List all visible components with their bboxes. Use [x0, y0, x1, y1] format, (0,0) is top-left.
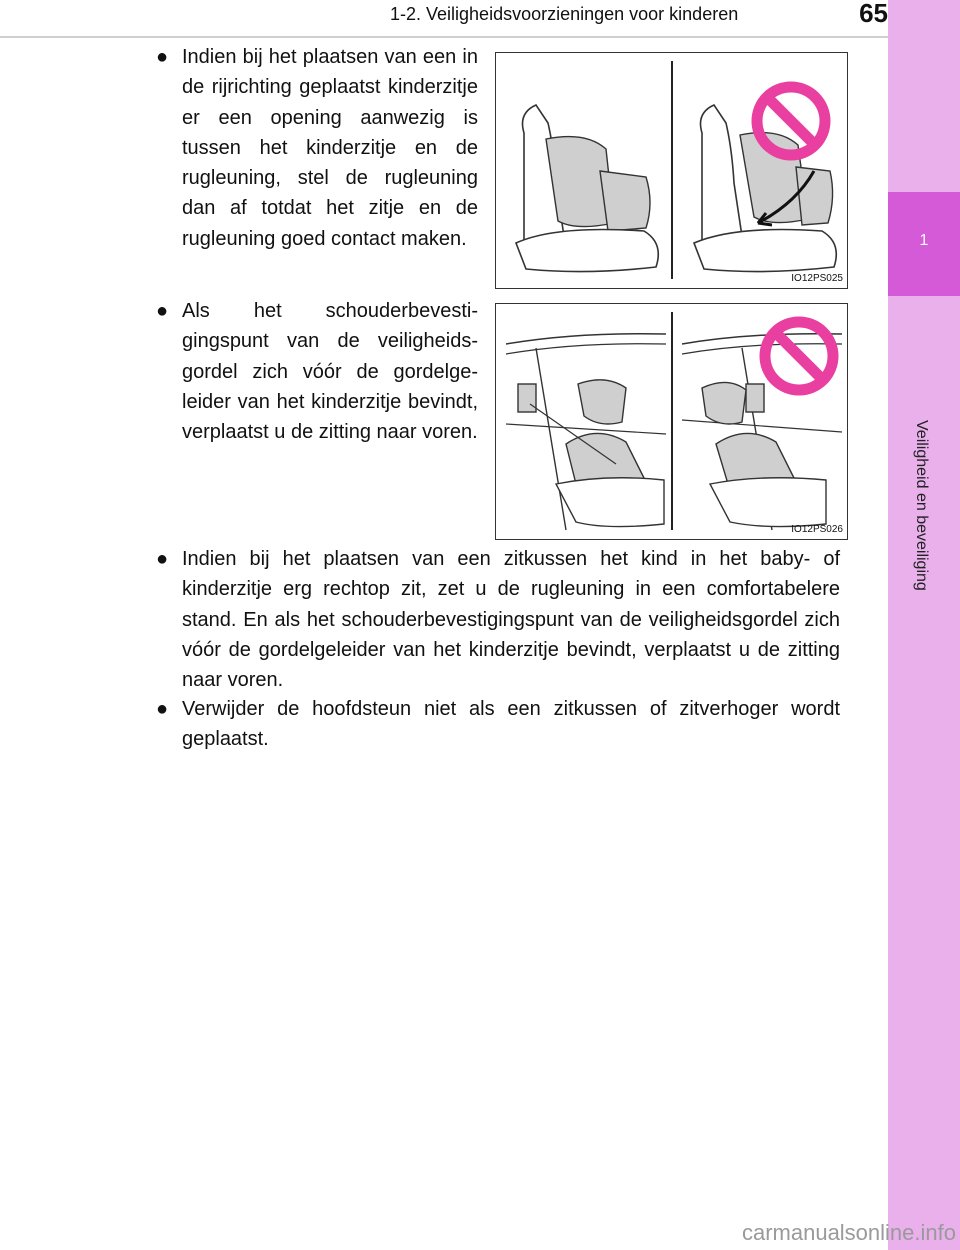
- bullet-text: Verwijder de hoofdsteun niet als een zitkussen of zitverhoger wordt geplaatst.: [182, 698, 840, 751]
- header-rule: [0, 36, 888, 38]
- figure-label: IO12PS025: [791, 273, 843, 284]
- chapter-number: 1: [919, 232, 929, 249]
- bullet-item: [156, 42, 478, 254]
- figure-seatbelt-guide: [495, 303, 848, 540]
- bullet-dot: ●: [156, 46, 169, 68]
- bullet-dot: ●: [156, 698, 169, 720]
- bullet-dot: ●: [156, 548, 169, 570]
- page-number: 65: [859, 0, 888, 28]
- bullet-text: Indien bij het plaatsen van een zitkussen het kind in het baby- of kinderzitje erg rechtop zit, zet u de rugleuning in een comfortabelere stand. En als het schouderbevestigingspunt van de veiligheidsgordel zich vóór de gordelgeleider van het kinderzitje bevindt, verplaatst u de zitting naar voren.: [182, 548, 840, 692]
- seatbelt-guide-illustration: [496, 304, 846, 538]
- seat-gap-illustration: [496, 53, 846, 287]
- bullet-text: Als het schouderbevestigingspunt van de veiligheidsgordel zich vóór de gordelgeleider van het kinderzitje bevindt, verplaatst u de zitting naar voren.: [182, 300, 478, 444]
- figure-label: IO12PS026: [791, 524, 843, 535]
- bullet-item: [156, 544, 840, 695]
- bullet-text: Indien bij het plaatsen van een in de rijrichting geplaatst kinderzitje er een opening aanwezig is tussen het kinderzitje en de rugleuning, stel de rugleuning dan af totdat het zitje en de rugleuning goed contact maken.: [182, 46, 478, 250]
- header-title: 1-2. Veiligheidsvoorzieningen voor kinderen: [390, 4, 739, 24]
- bullet-dot: ●: [156, 300, 169, 322]
- bullet-item: [156, 694, 840, 755]
- bullet-item: [156, 296, 478, 447]
- chapter-label: Veiligheid en beveiliging: [913, 420, 930, 591]
- footer-watermark: carmanualsonline.info: [741, 1220, 956, 1245]
- figure-seat-gap: [495, 52, 848, 289]
- side-tab: [888, 0, 960, 1250]
